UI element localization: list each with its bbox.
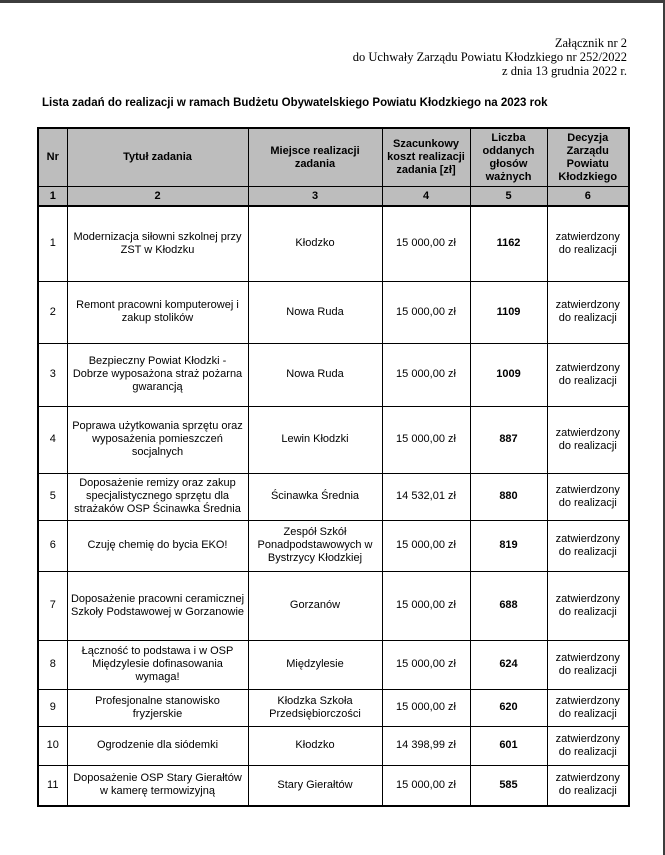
cell-place: Gorzanów — [248, 571, 382, 640]
cell-decision: zatwierdzony do realizacji — [547, 343, 629, 406]
header-decision: Decyzja Zarządu Powiatu Kłodzkiego — [547, 128, 629, 187]
cell-decision: zatwierdzony do realizacji — [547, 281, 629, 343]
column-number: 6 — [547, 187, 629, 207]
cell-nr: 2 — [38, 281, 67, 343]
cell-title: Modernizacja siłowni szkolnej przy ZST w Kłodzku — [67, 206, 248, 281]
cell-votes: 624 — [470, 640, 547, 689]
cell-cost: 14 532,01 zł — [382, 473, 470, 520]
cell-title: Czuję chemię do bycia EKO! — [67, 520, 248, 571]
cell-title: Profesjonalne stanowisko fryzjerskie — [67, 689, 248, 726]
cell-cost: 15 000,00 zł — [382, 640, 470, 689]
cell-cost: 14 398,99 zł — [382, 726, 470, 765]
table-row — [38, 640, 629, 689]
cell-nr: 1 — [38, 206, 67, 281]
cell-nr: 4 — [38, 406, 67, 473]
tasks-table — [37, 127, 630, 807]
attachment-reference — [353, 36, 627, 78]
table-row — [38, 765, 629, 806]
cell-place: Kłodzko — [248, 206, 382, 281]
header-votes: Liczba oddanych głosów ważnych — [470, 128, 547, 187]
column-number: 5 — [470, 187, 547, 207]
cell-place: Kłodzko — [248, 726, 382, 765]
header-cost: Szacunkowy koszt realizacji zadania [zł] — [382, 128, 470, 187]
table-row — [38, 206, 629, 281]
cell-decision: zatwierdzony do realizacji — [547, 406, 629, 473]
cell-title: Ogrodzenie dla siódemki — [67, 726, 248, 765]
cell-cost: 15 000,00 zł — [382, 520, 470, 571]
cell-title: Doposażenie pracowni ceramicznej Szkoły Podstawowej w Gorzanowie — [67, 571, 248, 640]
table-row — [38, 473, 629, 520]
cell-cost: 15 000,00 zł — [382, 406, 470, 473]
cell-title: Doposażenie OSP Stary Gierałtów w kamerę termowizyjną — [67, 765, 248, 806]
table-row — [38, 281, 629, 343]
cell-votes: 585 — [470, 765, 547, 806]
cell-votes: 880 — [470, 473, 547, 520]
table-row — [38, 406, 629, 473]
cell-votes: 887 — [470, 406, 547, 473]
cell-place: Nowa Ruda — [248, 343, 382, 406]
cell-decision: zatwierdzony do realizacji — [547, 520, 629, 571]
cell-decision: zatwierdzony do realizacji — [547, 206, 629, 281]
table-row — [38, 343, 629, 406]
cell-votes: 688 — [470, 571, 547, 640]
cell-place: Zespół Szkół Ponadpodstawowych w Bystrzycy Kłodzkiej — [248, 520, 382, 571]
cell-nr: 9 — [38, 689, 67, 726]
cell-cost: 15 000,00 zł — [382, 281, 470, 343]
cell-place: Nowa Ruda — [248, 281, 382, 343]
document-title: Lista zadań do realizacji w ramach Budżetu Obywatelskiego Powiatu Kłodzkiego na 2023 rok — [42, 97, 548, 109]
cell-nr: 3 — [38, 343, 67, 406]
cell-nr: 6 — [38, 520, 67, 571]
column-numbers-row — [38, 187, 629, 207]
table-header — [38, 128, 629, 206]
cell-decision: zatwierdzony do realizacji — [547, 473, 629, 520]
header-row — [38, 128, 629, 187]
cell-place: Lewin Kłodzki — [248, 406, 382, 473]
cell-decision: zatwierdzony do realizacji — [547, 689, 629, 726]
cell-decision: zatwierdzony do realizacji — [547, 726, 629, 765]
header-nr: Nr — [38, 128, 67, 187]
cell-nr: 8 — [38, 640, 67, 689]
cell-cost: 15 000,00 zł — [382, 206, 470, 281]
cell-decision: zatwierdzony do realizacji — [547, 765, 629, 806]
attachment-line-1: Załącznik nr 2 — [554, 36, 627, 50]
cell-title: Remont pracowni komputerowej i zakup stolików — [67, 281, 248, 343]
table-row — [38, 689, 629, 726]
cell-decision: zatwierdzony do realizacji — [547, 640, 629, 689]
cell-nr: 11 — [38, 765, 67, 806]
cell-votes: 1162 — [470, 206, 547, 281]
cell-votes: 601 — [470, 726, 547, 765]
header-title: Tytuł zadania — [67, 128, 248, 187]
cell-decision: zatwierdzony do realizacji — [547, 571, 629, 640]
attachment-line-3: z dnia 13 grudnia 2022 r. — [502, 64, 627, 78]
column-number: 3 — [248, 187, 382, 207]
cell-votes: 1009 — [470, 343, 547, 406]
cell-title: Łączność to podstawa i w OSP Międzylesie dofinasowania wymaga! — [67, 640, 248, 689]
header-place: Miejsce realizacji zadania — [248, 128, 382, 187]
cell-cost: 15 000,00 zł — [382, 689, 470, 726]
cell-place: Stary Gierałtów — [248, 765, 382, 806]
table-body — [38, 206, 629, 806]
cell-votes: 620 — [470, 689, 547, 726]
cell-votes: 819 — [470, 520, 547, 571]
page-top-edge — [0, 0, 665, 3]
cell-nr: 7 — [38, 571, 67, 640]
column-number: 1 — [38, 187, 67, 207]
cell-place: Ścinawka Średnia — [248, 473, 382, 520]
attachment-line-2: do Uchwały Zarządu Powiatu Kłodzkiego nr 252/2022 — [352, 50, 627, 64]
cell-title: Poprawa użytkowania sprzętu oraz wyposażenia pomieszczeń socjalnych — [67, 406, 248, 473]
table-row — [38, 520, 629, 571]
cell-cost: 15 000,00 zł — [382, 765, 470, 806]
cell-votes: 1109 — [470, 281, 547, 343]
cell-cost: 15 000,00 zł — [382, 343, 470, 406]
column-number: 2 — [67, 187, 248, 207]
cell-place: Międzylesie — [248, 640, 382, 689]
cell-place: Kłodzka Szkoła Przedsiębiorczości — [248, 689, 382, 726]
cell-nr: 5 — [38, 473, 67, 520]
cell-nr: 10 — [38, 726, 67, 765]
cell-title: Bezpieczny Powiat Kłodzki - Dobrze wyposażona straż pożarna gwarancją — [67, 343, 248, 406]
table-row — [38, 726, 629, 765]
table-row — [38, 571, 629, 640]
column-number: 4 — [382, 187, 470, 207]
cell-cost: 15 000,00 zł — [382, 571, 470, 640]
cell-title: Doposażenie remizy oraz zakup specjalistycznego sprzętu dla strażaków OSP Ścinawka Średnia — [67, 473, 248, 520]
